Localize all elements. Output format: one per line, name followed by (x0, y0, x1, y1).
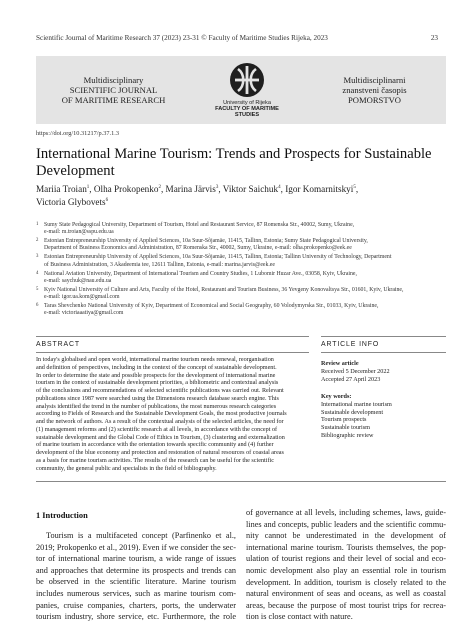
intro-line: and approaches that determine its prospects and trends can (36, 565, 236, 575)
author-name: Mariia Troian (36, 184, 87, 195)
info-heading-rule (321, 352, 446, 353)
abstract-bottom-rule (36, 481, 446, 482)
keyword-item: International marine tourism (321, 400, 392, 408)
title-line: Development (36, 163, 115, 179)
abstract-line: analysis identified the trend in the number of publications, the most numerous research categories (36, 403, 277, 410)
author-sup: 3 (215, 185, 219, 190)
introduction-heading: 1 Introduction (36, 511, 88, 520)
keyword-item: Tourism prospects (321, 416, 367, 424)
affiliation-item (36, 303, 446, 318)
intro-line: nomic development also play an essential role in tourism (246, 565, 446, 575)
intro-line: natural environment of seas and oceans, as well as coastal (246, 589, 446, 599)
affiliation-line: Sumy State Pedagogical University, Department of Tourism, Hotel and Restaurant Service, 87 Romenska Str., 40002, Sumy, Ukraine, (44, 222, 355, 228)
affiliation-line: Estonian Entrepreneurship University of Applied Sciences, 10a Suur-Sõjamäe, 11415, Tallinn, Estonia; Tallinn University of Technology, Department (44, 254, 392, 261)
affiliation-line: e-mail: victoriaaatiya@gmail.com (44, 310, 124, 317)
author-name: Marina Järvis (165, 184, 216, 195)
abstract-line: (1) management reforms and (2) scientific research at all levels, in accordance with the concept of (36, 426, 278, 433)
abstract-line: tourism in the context of sustainable development priorities, a bibliometric and contextual analysis (36, 380, 279, 387)
doi-link[interactable]: https://doi.org/10.31217/p.37.1.3 (36, 130, 119, 137)
intro-line: areas, because the purpose of most tourist trips for recrea- (246, 600, 446, 610)
affiliation-line: Department of Business Economics and Administration, 87 Romenska Str., 40002, Sumy, Ukraine, e-mail: olha.prokopenko@eek.ee (44, 245, 352, 252)
intro-line: ulation of tourist regions and their level of social and eco- (246, 554, 446, 564)
title-line: International Marine Tourism: Trends and Prospects for Sustainable (36, 146, 432, 162)
accepted-date: Accepted 27 April 2023 (321, 375, 381, 383)
abstract-body (36, 357, 309, 473)
intro-line: of governance at all levels, including schemes, laws, guide- (246, 508, 446, 517)
affiliation-item (36, 287, 446, 302)
affiliation-number: 5 (36, 286, 39, 292)
affiliation-item (36, 222, 446, 237)
authors-line: Mariia Troian$^1$, Olha Prokopenko$^2$, Marina Järvis$^3$, Viktor Saichuk$^4$, Igor Komarnitskyi$^5$, (36, 184, 359, 195)
banner-right-line: Multidisciplinarni (343, 75, 406, 85)
author-name: Olha Prokopenko (93, 184, 159, 195)
banner-left-title (36, 75, 191, 105)
intro-line: tor of international marine tourism, a wide range of issues (36, 554, 236, 564)
abstract-line: publications since 1987 were searched using the Dimensions research database search engine. This (36, 395, 279, 402)
banner-right-line: POMORSTVO (347, 95, 401, 105)
banner-left-line: Multidisciplinary (83, 75, 144, 85)
affiliation-line: e-mail: saychuk@nau.edu.ua (44, 277, 112, 284)
keyword-item: Sustainable tourism (321, 424, 370, 432)
intro-left-column (36, 530, 236, 623)
faculty-logo (207, 61, 287, 118)
abstract-line: community, the general public and specialists in the field of bibliography. (36, 465, 217, 472)
affiliation-line: Taras Shevchenko National University of Kyiv, Department of Economical and Social Geography, 60 Volodymyrska Str., 01033, Kyiv, Ukraine, (44, 302, 379, 309)
abstract-line: In today's globalised and open world, international marine tourism needs renewal, reorganisation (36, 357, 274, 363)
abstract-line: and definition of perspectives, including in the context of the concept of sustainable development. (36, 364, 277, 371)
article-info-heading: ARTICLE INFO (321, 341, 380, 348)
intro-line: lines and concepts, public leaders and the scientific commu- (246, 519, 446, 529)
abstract-line: of the conclusions and recommendations of selected scientific publications was carried out. Relevant (36, 388, 284, 394)
intro-line: 2019; Prokopenko et al., 2019). Even if we consider the sec- (36, 542, 236, 552)
intro-line: be observed in the scientific literature. Marine tourism (36, 577, 236, 587)
intro-line: includes numerous services, such as marine tourism com- (36, 588, 236, 598)
author-name: Viktor Saichuk (222, 184, 279, 195)
article-dates (321, 360, 446, 383)
intro-line: Tourism is a multifaceted concept (Parfinenko et al., (46, 531, 236, 540)
banner-right-title (303, 75, 446, 105)
info-top-rule (321, 336, 446, 337)
banner-left-line: OF MARITIME RESEARCH (61, 95, 166, 105)
keyword-item: Bibliographic review (321, 431, 374, 439)
abstract-line: of marine tourism in accordance with the orientation towards specific community and (4) further (36, 442, 274, 449)
intro-line: nity cannot be underestimated in the development of (246, 531, 446, 541)
intro-line: international marine tourism. Tourists themselves, the pop- (246, 542, 446, 552)
affiliation-number: 4 (36, 270, 39, 276)
banner-right-line: znanstveni časopis (342, 85, 407, 95)
affiliation-number: 1 (36, 222, 39, 227)
abstract-heading-rule (36, 352, 309, 353)
affiliation-item (36, 254, 446, 269)
intro-line: tion is close contact with nature. (246, 612, 353, 622)
affiliation-number: 2 (36, 238, 39, 244)
banner-left-line: SCIENTIFIC JOURNAL (69, 85, 158, 95)
abstract-heading: ABSTRACT (36, 341, 80, 348)
authors-line (36, 195, 446, 208)
intro-line: tourism industry, shore service, etc. Furthermore, the role (36, 612, 236, 622)
keyword-item: Sustainable development (321, 408, 384, 416)
author-sup: 1 (86, 185, 90, 190)
author-list (36, 182, 446, 208)
abstract-top-rule (36, 336, 309, 337)
logo-faculty-text: FACULTY OF MARITIME STUDIES (215, 106, 279, 118)
abstract-line: as a basis for marine tourism activities. The results of the research can be useful for the scientific (36, 457, 274, 464)
logo-university-text: University of Rijeka (223, 100, 271, 106)
author-name: Igor Komarnitskyi (285, 184, 354, 195)
keywords-label: Key words: (321, 393, 352, 400)
page-number: 23 (430, 34, 438, 42)
abstract-line: development of the blue economy and protection and restoration of natural resources of coastal areas (36, 450, 284, 456)
abstract-line: according to Fields of Research and the Sustainable Development Goals, the most productive journals (36, 411, 287, 418)
affiliation-line: Kyiv National University of Culture and Arts, Faculty of the Hotel, Restaurant and Tourism Business, 36 Yevgeny Konovaltsya Str., 01601, Kyiv, Ukraine, (44, 286, 404, 293)
affiliation-number: 3 (36, 254, 39, 260)
keyword-list (321, 393, 446, 440)
affiliation-line: e-mail: igor.ua.kom@gmail.com (44, 294, 120, 301)
author-sup: 5 (353, 185, 356, 190)
intro-line: development. In addition, tourism is closely related to the (246, 577, 446, 587)
author-sup: 4 (278, 185, 281, 190)
affiliation-line: e-mail: m.troian@sspu.edu.ua (44, 229, 114, 236)
affiliation-line: of Business Administration, 3 Akadeemia tee, 12611 Tallinn, Estonia, e-mail: marina.jarvis@eek.ee (44, 261, 275, 268)
abstract-line: In order to determine the state and possible prospects for the development of international marine (36, 372, 276, 379)
author-name: Victoria Glybovets (36, 197, 106, 208)
received-date: Received 5 December 2022 (321, 367, 390, 375)
running-header: Scientific Journal of Maritime Research 37 (2023) 23-31 © Faculty of Maritime Studies Rijeka, 2023 (36, 34, 328, 42)
affiliation-list (36, 222, 446, 319)
affiliation-item (36, 271, 446, 286)
affiliation-item (36, 238, 446, 253)
intro-right-column (246, 507, 446, 623)
affiliation-line: National Aviation University, Department of International Tourism and Country Studies, 1 Lubomir Huzar Ave., 03058, Kyiv, Ukraine, (44, 270, 357, 277)
intro-line: panies, cruise companies, charters, ports, the underwater (36, 600, 236, 610)
affiliation-line: Estonian Entrepreneurship University of Applied Sciences, 10a Suur-Sõjamäe, 11415, Tallinn, Estonia; Sumy State Pedagogical University, (44, 238, 368, 245)
abstract-line: sustainable development and the Global Code of Ethics in Tourism, (3) clustering and externalization (36, 434, 285, 441)
affiliation-number: 6 (36, 302, 39, 308)
article-title (36, 146, 446, 180)
faculty-emblem-icon (227, 61, 267, 99)
review-type-label: Review article (321, 360, 359, 367)
abstract-line: and the network of authors. As a result of the contextual analysis of the selected articles, the need for (36, 419, 284, 425)
author-sup: 2 (158, 185, 161, 190)
author-sup: 6 (105, 198, 109, 204)
